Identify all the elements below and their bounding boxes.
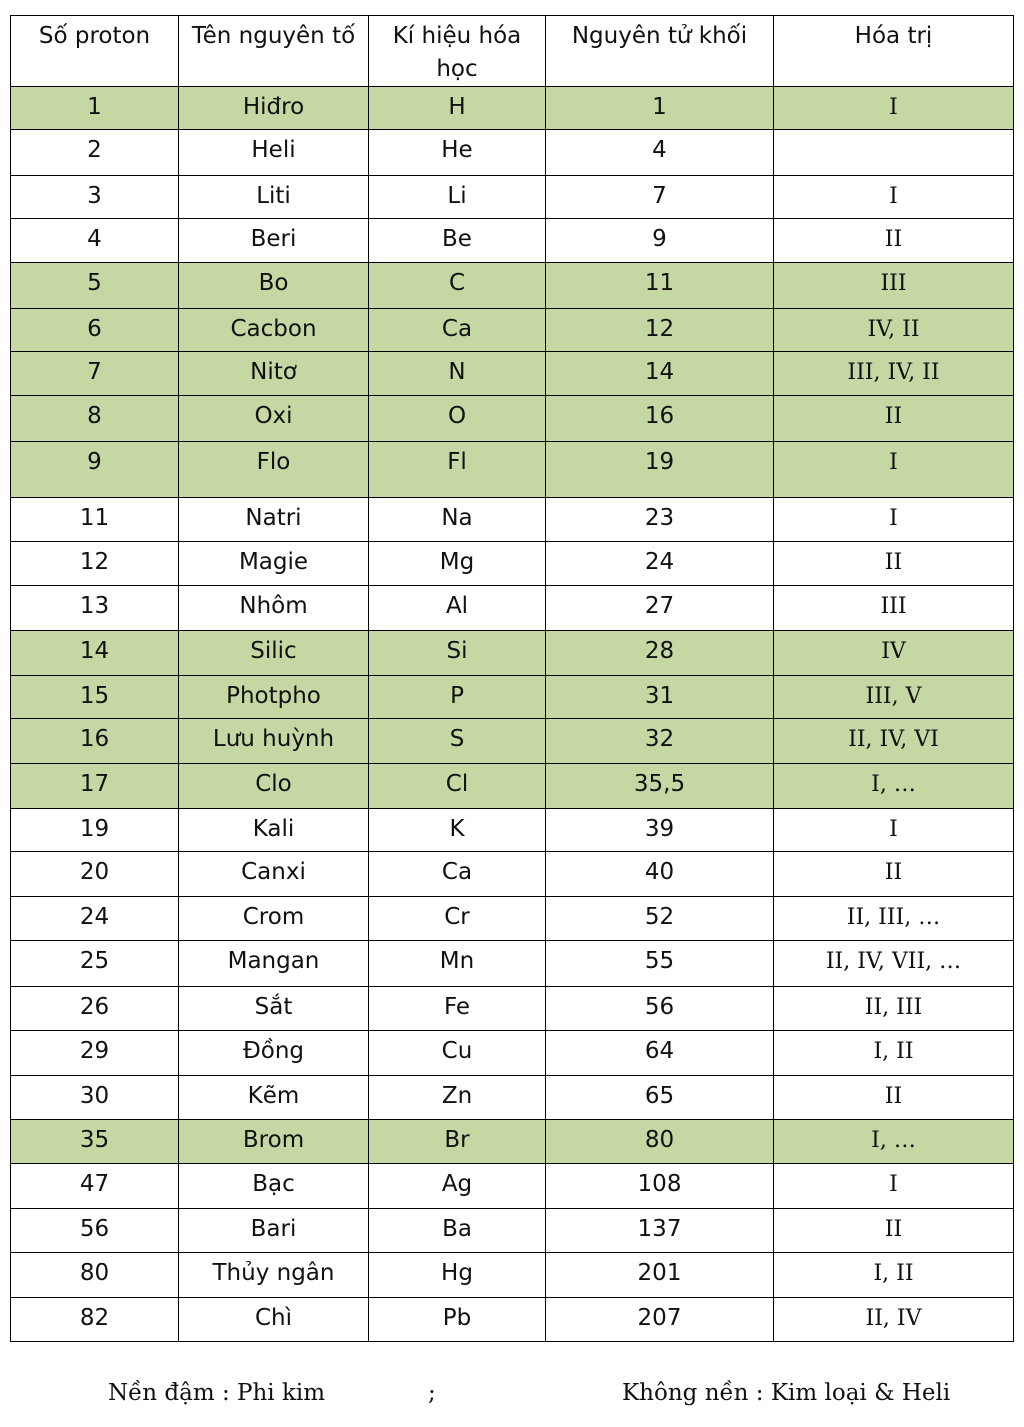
table-row	[11, 442, 1014, 498]
cell-valence	[774, 130, 1014, 176]
cell-proton: 19	[11, 809, 179, 852]
cell-symbol: H	[369, 87, 546, 130]
table-row	[11, 1076, 1014, 1120]
cell-name: Liti	[179, 176, 369, 219]
cell-name: Natri	[179, 498, 369, 542]
cell-valence: II	[774, 219, 1014, 263]
cell-symbol: Fe	[369, 987, 546, 1031]
cell-proton: 16	[11, 719, 179, 764]
table-row	[11, 87, 1014, 130]
cell-symbol: Cu	[369, 1031, 546, 1076]
cell-symbol: Si	[369, 631, 546, 676]
cell-name: Kali	[179, 809, 369, 852]
cell-proton: 25	[11, 941, 179, 987]
cell-proton: 82	[11, 1298, 179, 1342]
cell-valence: I, …	[774, 1120, 1014, 1164]
cell-name: Bạc	[179, 1164, 369, 1209]
cell-mass: 32	[546, 719, 774, 764]
cell-proton: 7	[11, 352, 179, 396]
cell-mass: 19	[546, 442, 774, 498]
cell-proton: 5	[11, 263, 179, 309]
header-proton: Số proton	[11, 16, 179, 87]
cell-mass: 16	[546, 396, 774, 442]
table-row	[11, 498, 1014, 542]
table-row	[11, 1209, 1014, 1253]
cell-valence: II	[774, 542, 1014, 586]
cell-proton: 8	[11, 396, 179, 442]
cell-name: Magie	[179, 542, 369, 586]
cell-valence: III	[774, 263, 1014, 309]
cell-valence: I, …	[774, 764, 1014, 809]
table-row	[11, 396, 1014, 442]
header-mass: Nguyên tử khối	[546, 16, 774, 87]
cell-valence: III, IV, II	[774, 352, 1014, 396]
cell-symbol: K	[369, 809, 546, 852]
cell-proton: 9	[11, 442, 179, 498]
cell-proton: 6	[11, 309, 179, 352]
cell-valence: I	[774, 442, 1014, 498]
cell-valence: III	[774, 586, 1014, 631]
cell-name: Thủy ngân	[179, 1253, 369, 1298]
table-row	[11, 130, 1014, 176]
cell-symbol: Br	[369, 1120, 546, 1164]
header-row	[11, 16, 1014, 87]
cell-valence: II, III, …	[774, 897, 1014, 941]
cell-name: Cacbon	[179, 309, 369, 352]
table-row	[11, 809, 1014, 852]
cell-symbol: Cl	[369, 764, 546, 809]
cell-mass: 65	[546, 1076, 774, 1120]
cell-name: Crom	[179, 897, 369, 941]
cell-symbol: Ag	[369, 1164, 546, 1209]
cell-valence: IV, II	[774, 309, 1014, 352]
table-body	[11, 87, 1014, 1342]
cell-mass: 11	[546, 263, 774, 309]
cell-mass: 9	[546, 219, 774, 263]
table-row	[11, 352, 1014, 396]
cell-mass: 31	[546, 676, 774, 719]
table-row	[11, 586, 1014, 631]
cell-mass: 4	[546, 130, 774, 176]
cell-symbol: Hg	[369, 1253, 546, 1298]
cell-valence: II	[774, 852, 1014, 897]
table-row	[11, 1298, 1014, 1342]
cell-name: Lưu huỳnh	[179, 719, 369, 764]
cell-symbol: Fl	[369, 442, 546, 498]
legend-separator: ;	[428, 1380, 436, 1406]
cell-proton: 35	[11, 1120, 179, 1164]
cell-symbol: Ca	[369, 852, 546, 897]
cell-mass: 64	[546, 1031, 774, 1076]
cell-valence: I	[774, 87, 1014, 130]
table-row	[11, 852, 1014, 897]
cell-proton: 4	[11, 219, 179, 263]
cell-mass: 23	[546, 498, 774, 542]
table-row	[11, 897, 1014, 941]
cell-name: Beri	[179, 219, 369, 263]
cell-proton: 47	[11, 1164, 179, 1209]
table-row	[11, 676, 1014, 719]
cell-symbol: Mg	[369, 542, 546, 586]
header-name: Tên nguyên tố	[179, 16, 369, 87]
cell-proton: 26	[11, 987, 179, 1031]
cell-name: Heli	[179, 130, 369, 176]
cell-valence: II, IV	[774, 1298, 1014, 1342]
cell-mass: 7	[546, 176, 774, 219]
cell-valence: I	[774, 1164, 1014, 1209]
cell-valence: I, II	[774, 1253, 1014, 1298]
table-row	[11, 309, 1014, 352]
cell-symbol: C	[369, 263, 546, 309]
legend-plain: Không nền : Kim loại & Heli	[622, 1380, 951, 1406]
table-row	[11, 941, 1014, 987]
cell-valence: II	[774, 1076, 1014, 1120]
cell-proton: 13	[11, 586, 179, 631]
cell-symbol: Mn	[369, 941, 546, 987]
table-row	[11, 1120, 1014, 1164]
cell-symbol: N	[369, 352, 546, 396]
cell-valence: II, IV, VI	[774, 719, 1014, 764]
cell-mass: 207	[546, 1298, 774, 1342]
cell-symbol: O	[369, 396, 546, 442]
cell-valence: III, V	[774, 676, 1014, 719]
cell-mass: 55	[546, 941, 774, 987]
cell-valence: II	[774, 1209, 1014, 1253]
cell-proton: 24	[11, 897, 179, 941]
table-row	[11, 987, 1014, 1031]
cell-name: Oxi	[179, 396, 369, 442]
cell-mass: 52	[546, 897, 774, 941]
cell-symbol: Cr	[369, 897, 546, 941]
header-symbol: Kí hiệu hóa học	[369, 16, 546, 87]
table-row	[11, 764, 1014, 809]
cell-name: Clo	[179, 764, 369, 809]
cell-proton: 29	[11, 1031, 179, 1076]
header-valence: Hóa trị	[774, 16, 1014, 87]
cell-mass: 80	[546, 1120, 774, 1164]
cell-name: Bari	[179, 1209, 369, 1253]
legend-shaded: Nền đậm : Phi kim	[108, 1380, 326, 1406]
cell-mass: 12	[546, 309, 774, 352]
cell-mass: 24	[546, 542, 774, 586]
cell-proton: 11	[11, 498, 179, 542]
table-row	[11, 1031, 1014, 1076]
cell-proton: 56	[11, 1209, 179, 1253]
cell-mass: 108	[546, 1164, 774, 1209]
cell-mass: 137	[546, 1209, 774, 1253]
cell-proton: 30	[11, 1076, 179, 1120]
cell-mass: 56	[546, 987, 774, 1031]
cell-name: Photpho	[179, 676, 369, 719]
legend	[0, 1380, 1024, 1420]
cell-valence: II	[774, 396, 1014, 442]
elements-table-container	[10, 15, 1014, 1342]
cell-proton: 80	[11, 1253, 179, 1298]
cell-proton: 3	[11, 176, 179, 219]
cell-symbol: P	[369, 676, 546, 719]
cell-name: Canxi	[179, 852, 369, 897]
cell-proton: 14	[11, 631, 179, 676]
cell-valence: IV	[774, 631, 1014, 676]
cell-valence: I	[774, 809, 1014, 852]
cell-proton: 1	[11, 87, 179, 130]
cell-name: Silic	[179, 631, 369, 676]
cell-name: Bo	[179, 263, 369, 309]
table-row	[11, 263, 1014, 309]
cell-mass: 28	[546, 631, 774, 676]
cell-symbol: Ca	[369, 309, 546, 352]
cell-proton: 2	[11, 130, 179, 176]
cell-symbol: Zn	[369, 1076, 546, 1120]
table-row	[11, 719, 1014, 764]
table-row	[11, 176, 1014, 219]
cell-symbol: Al	[369, 586, 546, 631]
cell-mass: 40	[546, 852, 774, 897]
cell-symbol: Ba	[369, 1209, 546, 1253]
cell-name: Brom	[179, 1120, 369, 1164]
cell-name: Kẽm	[179, 1076, 369, 1120]
cell-symbol: He	[369, 130, 546, 176]
cell-name: Hiđro	[179, 87, 369, 130]
table-row	[11, 219, 1014, 263]
cell-name: Mangan	[179, 941, 369, 987]
cell-name: Flo	[179, 442, 369, 498]
cell-symbol: Na	[369, 498, 546, 542]
cell-proton: 12	[11, 542, 179, 586]
cell-mass: 27	[546, 586, 774, 631]
cell-symbol: Li	[369, 176, 546, 219]
cell-name: Sắt	[179, 987, 369, 1031]
cell-name: Đồng	[179, 1031, 369, 1076]
cell-name: Nitơ	[179, 352, 369, 396]
cell-symbol: Be	[369, 219, 546, 263]
cell-name: Chì	[179, 1298, 369, 1342]
table-row	[11, 631, 1014, 676]
cell-valence: I, II	[774, 1031, 1014, 1076]
cell-name: Nhôm	[179, 586, 369, 631]
cell-mass: 201	[546, 1253, 774, 1298]
table-row	[11, 1164, 1014, 1209]
cell-mass: 35,5	[546, 764, 774, 809]
cell-proton: 17	[11, 764, 179, 809]
cell-proton: 15	[11, 676, 179, 719]
cell-valence: I	[774, 498, 1014, 542]
cell-symbol: S	[369, 719, 546, 764]
cell-valence: II, IV, VII, …	[774, 941, 1014, 987]
cell-valence: I	[774, 176, 1014, 219]
cell-mass: 1	[546, 87, 774, 130]
cell-proton: 20	[11, 852, 179, 897]
cell-mass: 39	[546, 809, 774, 852]
elements-table	[10, 15, 1014, 1342]
table-row	[11, 1253, 1014, 1298]
cell-valence: II, III	[774, 987, 1014, 1031]
cell-symbol: Pb	[369, 1298, 546, 1342]
table-row	[11, 542, 1014, 586]
cell-mass: 14	[546, 352, 774, 396]
